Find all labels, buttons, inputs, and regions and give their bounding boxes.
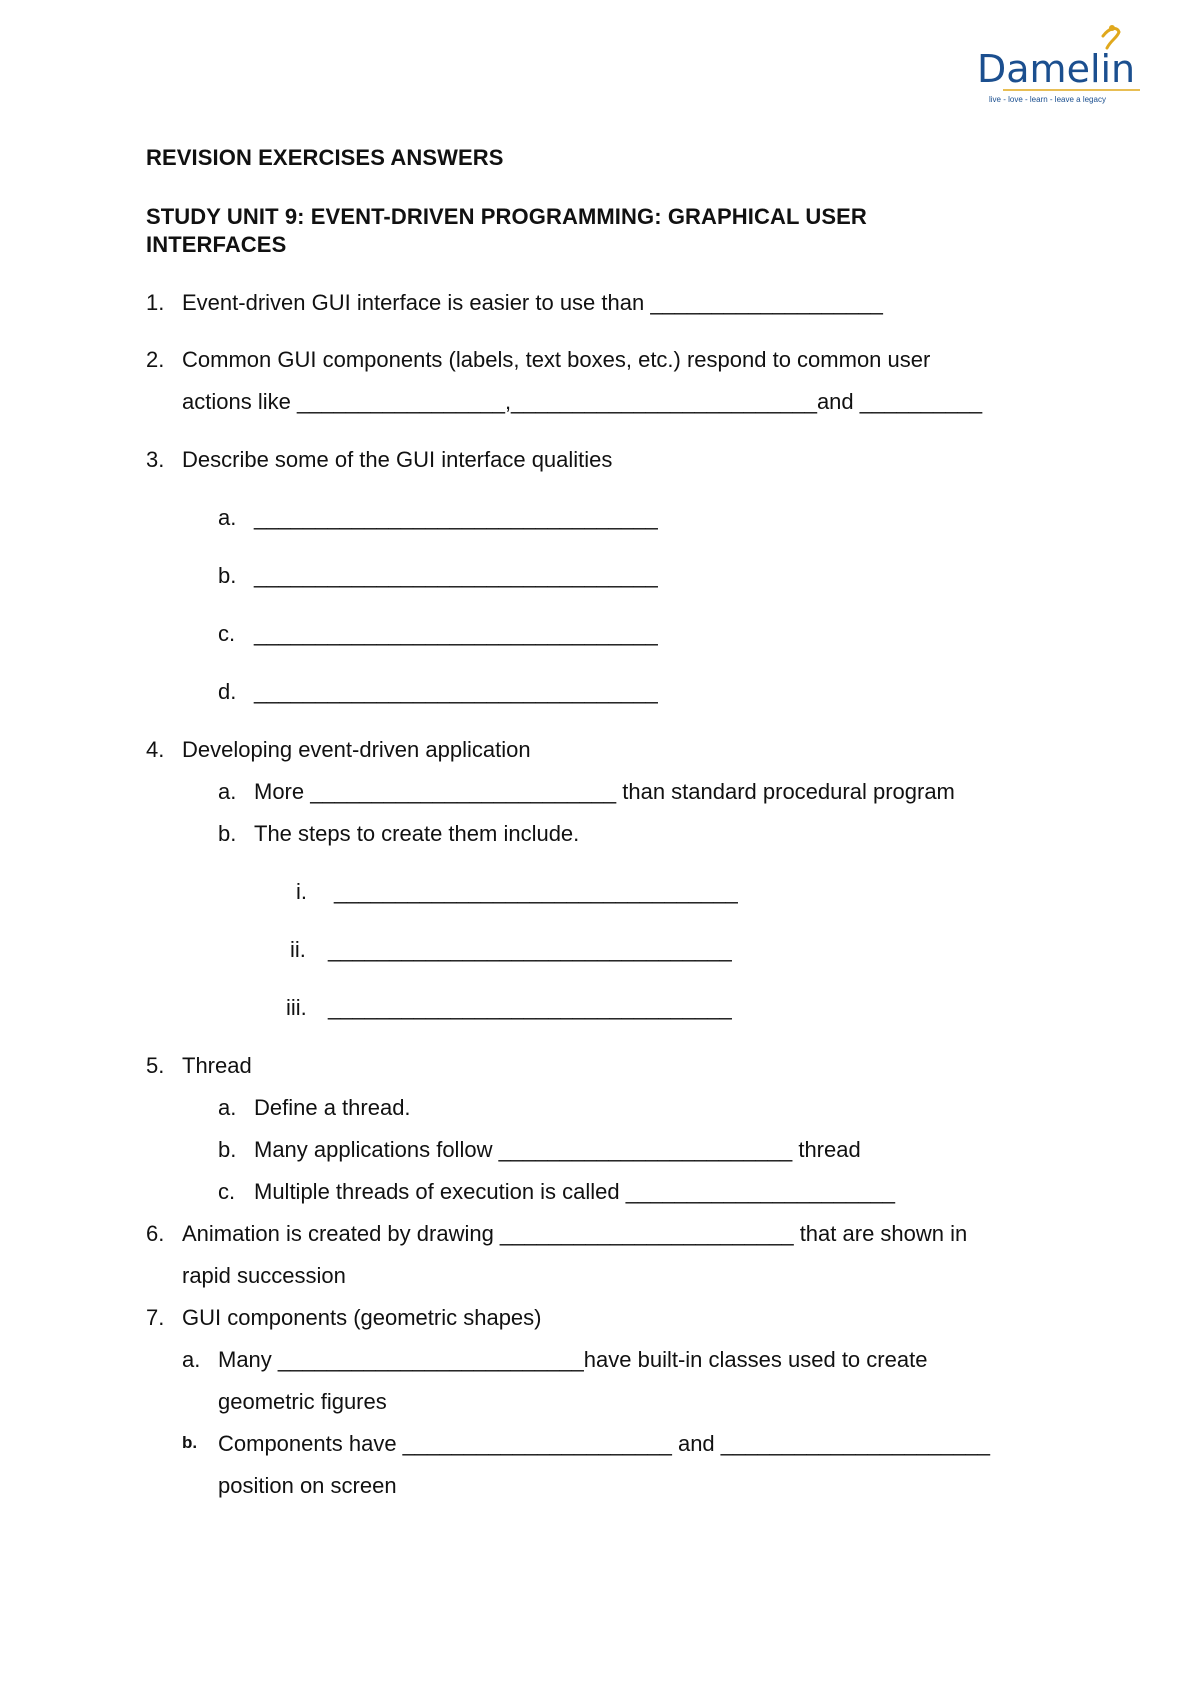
q3-item-label: d. (218, 679, 237, 704)
q7a-line1: Many _________________________have built-in classes used to create (218, 1347, 928, 1372)
q4-step-label: ii. (290, 937, 306, 962)
q4a-label: a. (218, 779, 237, 804)
q4b-label: b. (218, 821, 237, 846)
page-title: REVISION EXERCISES ANSWERS (146, 145, 504, 170)
q4a-text: More _________________________ than standard procedural program (254, 779, 955, 804)
q6-line1: Animation is created by drawing ________________________ that are shown in (182, 1221, 968, 1246)
unit-title-line2: INTERFACES (146, 232, 287, 257)
q3-text: Describe some of the GUI interface qualities (182, 447, 613, 472)
logo-swoosh-icon (1103, 29, 1119, 48)
q5-text: Thread (182, 1053, 252, 1078)
q6-line2: rapid succession (182, 1263, 346, 1288)
q2-line1: Common GUI components (labels, text boxes, etc.) respond to common user (182, 347, 931, 372)
q2-line2: actions like _________________,_________________________and __________ (182, 389, 983, 414)
q3-item-blank: _________________________________ (254, 621, 658, 646)
damelin-logo (975, 22, 1155, 112)
q7b-line2: position on screen (218, 1473, 397, 1498)
q3-item-label: b. (218, 563, 237, 588)
q7b-line1: Components have ______________________ and ______________________ (218, 1431, 990, 1456)
q4-step-label: i. (296, 879, 307, 904)
q4-text: Developing event-driven application (182, 737, 531, 762)
logo-tagline: live - love - learn - leave a legacy (989, 95, 1106, 104)
q1-number: 1. (146, 290, 165, 315)
q3-item-blank: _________________________________ (254, 505, 658, 530)
q5b-label: b. (218, 1137, 237, 1162)
q7-number: 7. (146, 1305, 165, 1330)
q5b-text: Many applications follow ________________________ thread (254, 1137, 861, 1162)
q1-text: Event-driven GUI interface is easier to use than ___________________ (182, 290, 883, 315)
logo-brand: Damelin (977, 47, 1136, 91)
q3-item-blank: _________________________________ (254, 679, 658, 704)
q5a-text: Define a thread. (254, 1095, 411, 1120)
q6-number: 6. (146, 1221, 165, 1246)
q3-item-blank: _________________________________ (254, 563, 658, 588)
q4b-text: The steps to create them include. (254, 821, 580, 846)
q3-item-label: a. (218, 505, 237, 530)
q4-number: 4. (146, 737, 165, 762)
q3-item-label: c. (218, 621, 236, 646)
q5a-label: a. (218, 1095, 237, 1120)
q3-number: 3. (146, 447, 165, 472)
q2-number: 2. (146, 347, 165, 372)
logo-dot-icon (1109, 25, 1115, 31)
q7-text: GUI components (geometric shapes) (182, 1305, 542, 1330)
unit-title-line1: STUDY UNIT 9: EVENT-DRIVEN PROGRAMMING: GRAPHICAL USER (146, 204, 867, 229)
q4-step-blank: _________________________________ (328, 937, 732, 962)
q4-step-blank: _________________________________ (334, 879, 738, 904)
q4-step-label: iii. (286, 995, 307, 1020)
q5c-text: Multiple threads of execution is called ______________________ (254, 1179, 895, 1204)
q7a-label: a. (182, 1347, 201, 1372)
q4-step-blank: _________________________________ (328, 995, 732, 1020)
q7b-label: b. (182, 1433, 198, 1452)
q5c-label: c. (218, 1179, 236, 1204)
q7a-line2: geometric figures (218, 1389, 387, 1414)
q5-number: 5. (146, 1053, 165, 1078)
